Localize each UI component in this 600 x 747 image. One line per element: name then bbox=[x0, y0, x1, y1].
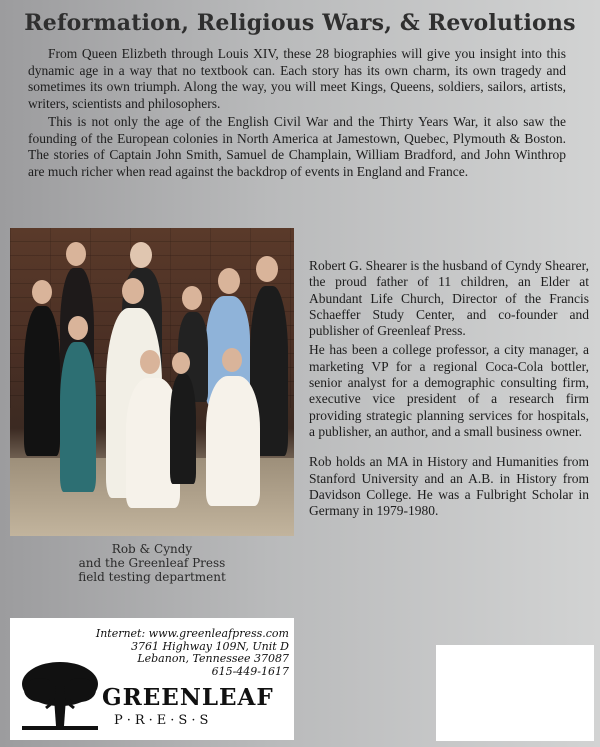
intro-paragraph-2: This is not only the age of the English Civil War and the Thirty Years War, it also saw the founding of the European colonies in North America at Jamestown, Quebec, Plymouth & Boston. The stories of Captain John Smith, Samuel de Champlain, William Bradford, and John Winthrop are much richer when read against the backdrop of events in England and France. bbox=[28, 114, 566, 179]
barcode-area bbox=[436, 645, 594, 741]
caption-line: and the Greenleaf Press bbox=[78, 556, 226, 570]
caption-line: field testing department bbox=[78, 570, 226, 584]
person-head bbox=[218, 268, 240, 294]
caption-line: Rob & Cyndy bbox=[111, 542, 193, 556]
person-head bbox=[256, 256, 278, 282]
publisher-contact bbox=[94, 628, 289, 678]
person-figure bbox=[60, 342, 96, 492]
person-head bbox=[222, 348, 242, 372]
publisher-logo-box bbox=[10, 618, 294, 740]
tree-icon bbox=[20, 660, 100, 732]
publisher-address-line-1: 3761 Highway 109N, Unit D bbox=[131, 639, 289, 653]
person-head bbox=[182, 286, 202, 310]
publisher-brand-name: GREENLEAF bbox=[102, 684, 274, 711]
person-head bbox=[32, 280, 52, 304]
person-figure bbox=[24, 306, 60, 456]
publisher-phone: 615-449-1617 bbox=[211, 664, 289, 678]
intro-paragraph-1: From Queen Elizbeth through Louis XIV, these 28 biographies will give you insight into this dynamic age in a way that no textbook can. Each story has its own charm, its own tragedy and sometimes its own triumph. Along the way, you will meet Kings, Queens, soldiers, sailors, artists, writers, scientists and philosophers. bbox=[28, 46, 566, 111]
person-figure bbox=[206, 376, 260, 506]
page-title: Reformation, Religious Wars, & Revolutions bbox=[24, 10, 576, 36]
family-photo bbox=[10, 228, 294, 536]
person-figure bbox=[170, 374, 196, 484]
bio-paragraph-1: Robert G. Shearer is the husband of Cyndy Shearer, the proud father of 11 children, an Elder at Abundant Life Church, Director of the Francis Schaeffer Study Center, and co-founder and publisher of Greenleaf Press. bbox=[309, 258, 589, 339]
person-head bbox=[122, 278, 144, 304]
person-head bbox=[130, 242, 152, 268]
publisher-brand-sub: P·R·E·S·S bbox=[114, 713, 213, 728]
person-head bbox=[66, 242, 86, 266]
photo-caption bbox=[10, 542, 294, 584]
person-head bbox=[172, 352, 190, 374]
bio-paragraph-3: Rob holds an MA in History and Humanities from Stanford University and an A.B. in History from Davidson College. He was a Fulbright Scholar in Germany in 1979-1980. bbox=[309, 454, 589, 519]
publisher-address-line-2: Lebanon, Tennessee 37087 bbox=[137, 652, 289, 665]
intro-text bbox=[28, 46, 566, 182]
author-bio bbox=[309, 258, 589, 522]
person-head bbox=[140, 350, 160, 374]
person-head bbox=[68, 316, 88, 340]
publisher-website: Internet: www.greenleafpress.com bbox=[95, 627, 289, 640]
bio-paragraph-2: He has been a college professor, a city manager, a marketing VP for a regional Coca-Cola bottler, senior analyst for a demographic consulting firm, executive vice president of a research firm providing strategic planning services for hospitals, a publisher, an author, and a small business owner. bbox=[309, 342, 589, 439]
